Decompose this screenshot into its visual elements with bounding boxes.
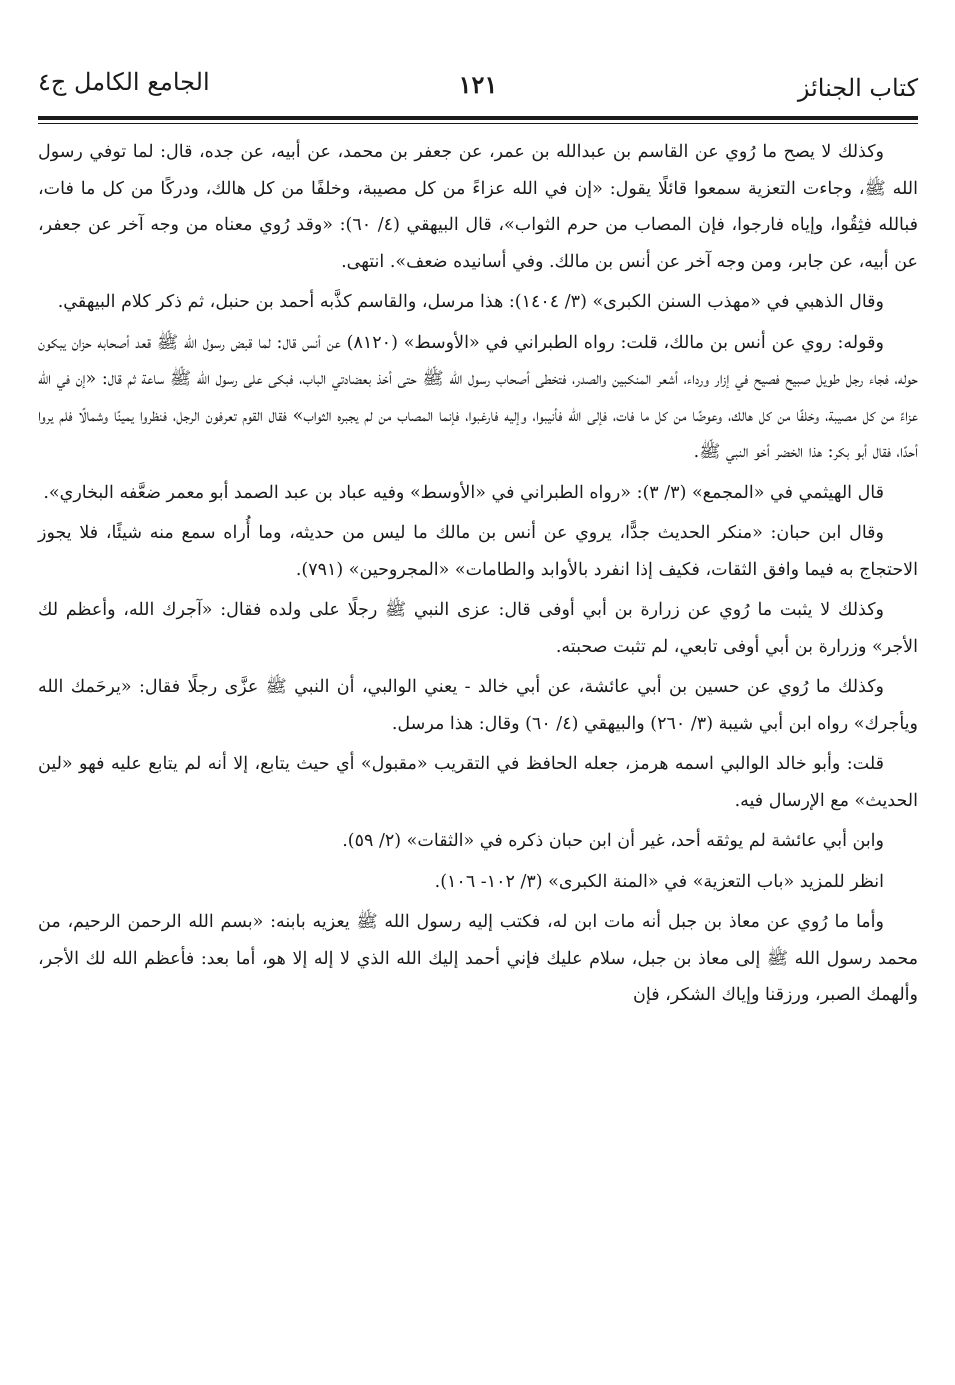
header-rule-thick: [38, 116, 918, 120]
chapter-title: كتاب الجنائز: [797, 74, 918, 102]
book-title: الجامع الكامل ج٤: [38, 68, 210, 96]
paragraph: وابن أبي عائشة لم يوثقه أحد، غير أن ابن حبان ذكره في «الثقات» (٢/ ٥٩).: [342, 831, 884, 851]
paragraph: وأما ما رُوي عن معاذ بن جبل أنه مات ابن له، فكتب إليه رسول الله ﷺ يعزيه بابنه: «بسم الله الرحمن الرحيم، من محمد رسول الله ﷺ إلى معاذ بن جبل، سلام عليك فإني أحمد إليك الله الذي لا إله إلا هو، أما بعد: فأعظم الله لك الأجر، وألهمك الصبر، ورزقنا وإياك الشكر، فإن: [38, 912, 918, 1005]
paragraph: وكذلك لا يثبت ما رُوي عن زرارة بن أبي أوفى قال: عزى النبي ﷺ رجلًا على ولده فقال: «آجرك الله، وأعظم لك الأجر» وزرارة بن أبي أوفى تابعي، لم تثبت صحبته.: [38, 600, 918, 657]
paragraph: قلت: وأبو خالد الوالبي اسمه هرمز، جعله الحافظ في التقريب «مقبول» أي حيث يتابع، إلا أنه لم يتابع عليه فهو «لين الحديث» مع الإرسال فيه.: [38, 754, 918, 811]
paragraph: انظر للمزيد «باب التعزية» في «المنة الكبرى» (٣/ ١٠٢- ١٠٦).: [434, 871, 884, 892]
paragraph: وقال الذهبي في «مهذب السنن الكبرى» (٣/ ١٤٠٤): هذا مرسل، والقاسم كذَّبه أحمد بن حنبل، ثم ذكر كلام البيهقي.: [57, 292, 884, 312]
page-body: [38, 134, 918, 1014]
paragraph: قال الهيثمي في «المجمع» (٣/ ٣): «رواه الطبراني في «الأوسط» وفيه عباد بن عبد الصمد أبو معمر ضعَّفه البخاري».: [43, 482, 884, 503]
page-number: ١٢١: [458, 70, 498, 99]
paragraph: وقوله: روي عن أنس بن مالك، قلت: رواه الطبراني في «الأوسط» (٨١٢٠) عن أنس قال: لما قبض رسول الله ﷺ قعد أصحابه حزان يبكون حوله، فجاء رجل طويل صبيح فصيح في إزار ورداء، أشعر المنكبين والصدر، فتخطى أصحاب رسول الله ﷺ حتى أخذ بعضادتي الباب، فبكى على رسول الله ﷺ ساعة ثم قال: «إن في الله عزاءً من كل مصيبة، وخلفًا من كل هالك، وعوضًا من كل ما فات، فإلى الله فأنيبوا، وإليه فارغبوا، فإنما المصاب من لم يجبره الثواب» فقال القوم تعرفون الرجل، فنظروا يمينًا وشمالًا فلم يروا أحدًا، فقال أبو بكر: هذا الخضر أخو النبي ﷺ.: [38, 332, 918, 462]
paragraph: وكذلك لا يصح ما رُوي عن القاسم بن عبدالله بن عمر، عن جعفر بن محمد، عن أبيه، عن جده، قال: لما توفي رسول الله ﷺ، وجاءت التعزية سمعوا قائلًا يقول: «إن في الله عزاءً من كل مصيبة، وخلفًا من كل هالك، ودركًا من كل ما فات، فبالله فثِقُوا، وإياه فارجوا، فإن المصاب من حرم الثواب»، قال البيهقي (٤/ ٦٠): «وقد رُوي معناه من وجه آخر عن جعفر، عن أبيه، عن جابر، ومن وجه آخر عن أنس بن مالك. وفي أسانيده ضعف». انتهى.: [38, 142, 918, 272]
book-page: [38, 62, 918, 1018]
page-header: [38, 62, 918, 116]
header-rule-thin: [38, 123, 918, 124]
paragraph: وكذلك ما رُوي عن حسين بن أبي عائشة، عن أبي خالد - يعني الوالبي، أن النبي ﷺ عزَّى رجلًا فقال: «يرحَمك الله ويأجرك» رواه ابن أبي شيبة (٣/ ٢٦٠) والبيهقي (٤/ ٦٠) وقال: هذا مرسل.: [38, 677, 918, 734]
paragraph: وقال ابن حبان: «منكر الحديث جدًّا، يروي عن أنس بن مالك ما ليس من حديثه، وما أُراه سمع منه شيئًا، فلا يجوز الاحتجاج به فيما وافق الثقات، فكيف إذا انفرد بالأوابد والطامات» «المجروحين» (٧٩١).: [38, 523, 918, 580]
